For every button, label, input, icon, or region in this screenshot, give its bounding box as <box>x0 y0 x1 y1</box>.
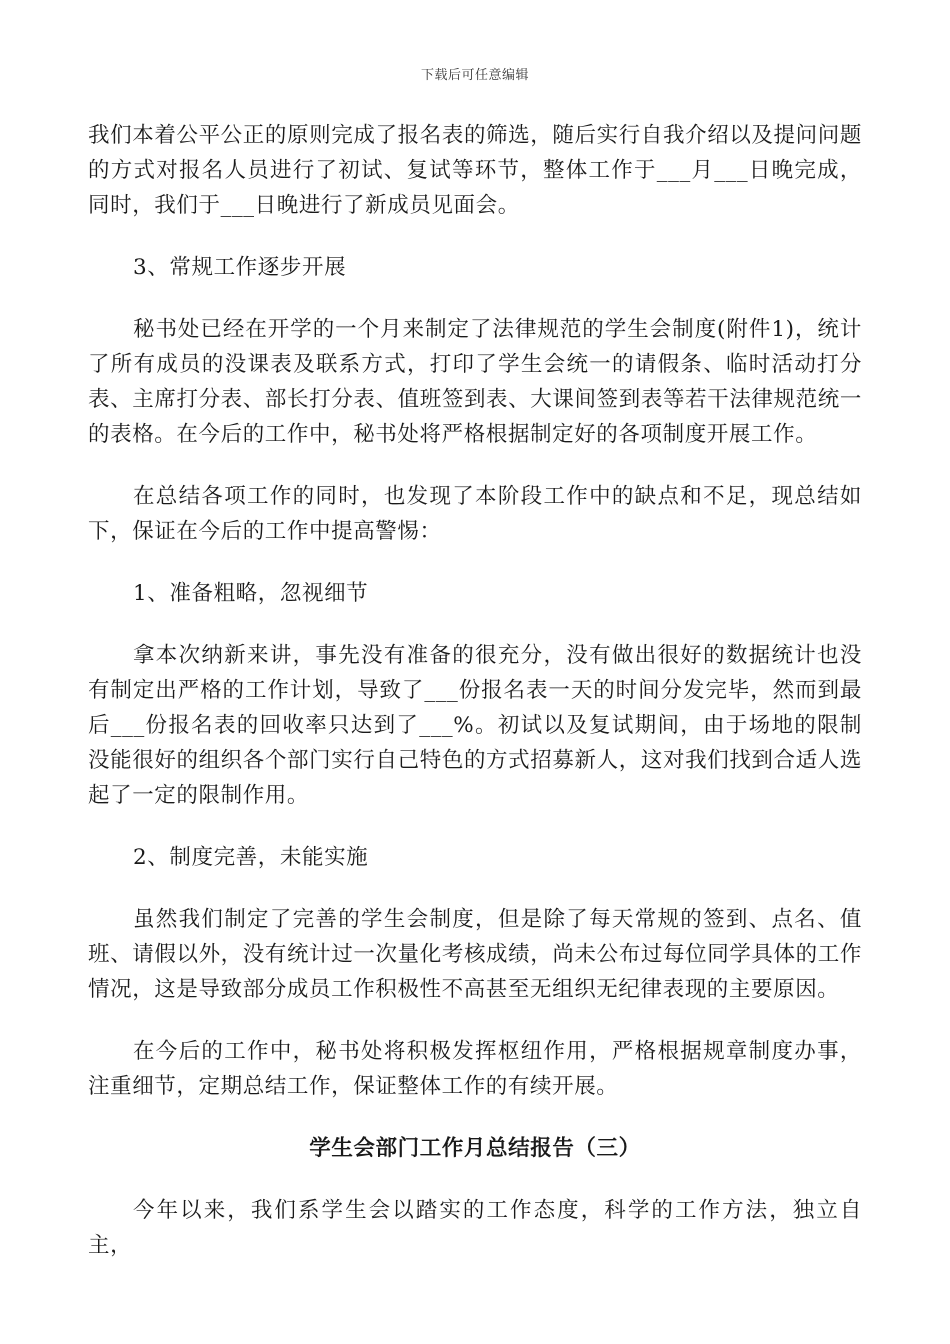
section-title: 学生会部门工作月总结报告（三） <box>309 1136 641 1161</box>
paragraph-future-plan: 在今后的工作中，秘书处将积极发挥枢纽作用，严格根据规章制度办事，注重细节，定期总结工作，保证整体工作的有续开展。 <box>88 1039 862 1099</box>
paragraph-section-opening: 今年以来，我们系学生会以踏实的工作态度，科学的工作方法，独立自主， <box>88 1198 862 1258</box>
paragraph-shortcomings-intro: 在总结各项工作的同时，也发现了本阶段工作中的缺点和不足，现总结如下，保证在今后的工作中提高警惕： <box>88 484 862 544</box>
paragraph-rules-issues: 虽然我们制定了完善的学生会制度，但是除了每天常规的签到、点名、值班、请假以外，没有统计过一次量化考核成绩，尚未公布过每位同学具体的工作情况，这是导致部分成员工作积极性不高甚至无组织无纪律表现的主要原因。 <box>88 907 862 1002</box>
subheading-rules-not-implemented: 2、制度完善，未能实施 <box>133 845 369 870</box>
paragraph-recruitment-issues: 拿本次纳新来讲，事先没有准备的很充分，没有做出很好的数据统计也没有制定出严格的工作计划，导致了___份报名表一天的时间分发完毕，然而到最后___份报名表的回收率只达到了___%。初试以及复试期间，由于场地的限制没能很好的组织各个部门实行自己特色的方式招募新人，这对我们找到合适人选起了一定的限制作用。 <box>88 643 862 808</box>
subheading-rough-preparation: 1、准备粗略，忽视细节 <box>133 581 369 606</box>
paragraph-secretariat-rules: 秘书处已经在开学的一个月来制定了法律规范的学生会制度(附件1)，统计了所有成员的没课表及联系方式，打印了学生会统一的请假条、临时活动打分表、主席打分表、部长打分表、值班签到表、大课间签到表等若干法律规范统一的表格。在今后的工作中，秘书处将严格根据制定好的各项制度开展工作。 <box>88 317 862 447</box>
page-header-note: 下载后可任意编辑 <box>420 68 529 83</box>
paragraph-recruitment-process: 我们本着公平公正的原则完成了报名表的筛选，随后实行自我介绍以及提问问题的方式对报名人员进行了初试、复试等环节，整体工作于___月___日晚完成，同时，我们于___日晚进行了新成员见面会。 <box>88 123 862 218</box>
document-body <box>88 118 862 1263</box>
subheading-routine-work: 3、常规工作逐步开展 <box>133 255 347 280</box>
